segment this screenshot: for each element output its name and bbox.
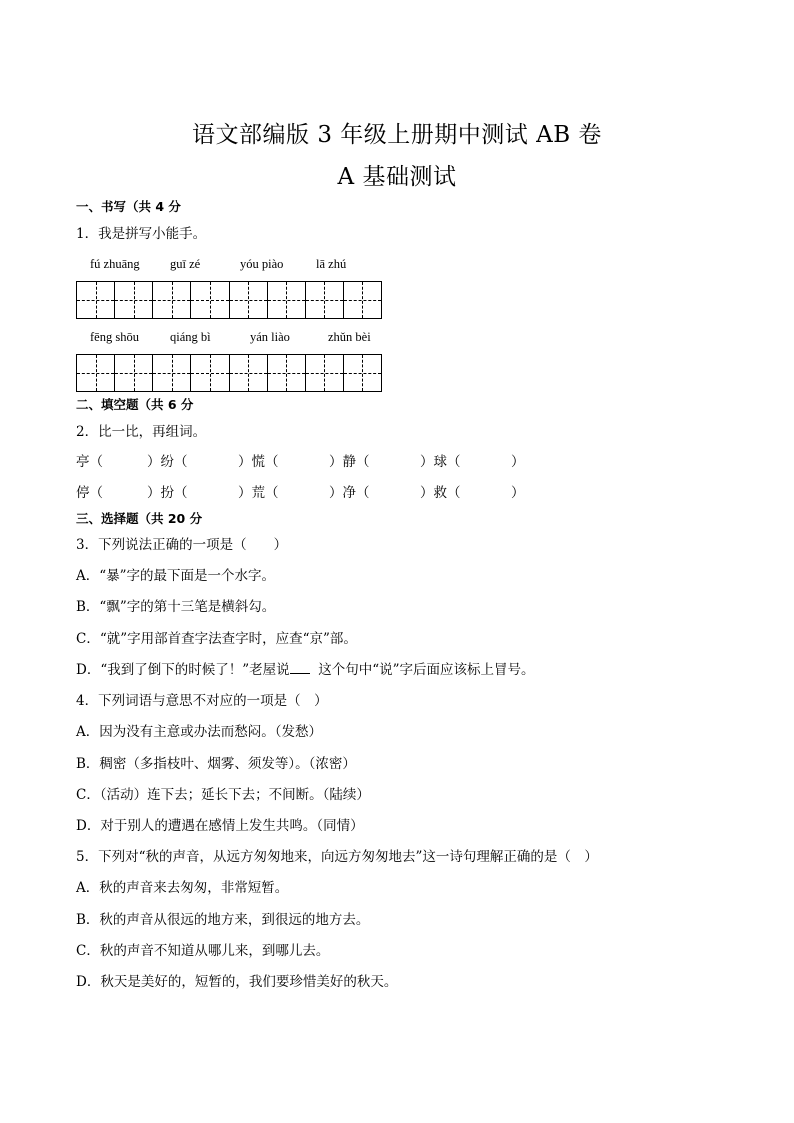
option-3b: B．“飘”字的第十三笔是横斜勾。 xyxy=(76,599,276,615)
option-5d: D．秋天是美好的，短暂的，我们要珍惜美好的秋天。 xyxy=(76,974,398,990)
writing-cell[interactable] xyxy=(230,355,268,391)
pinyin-label: zhǔn bèi xyxy=(328,330,371,344)
pinyin-label: yóu piào xyxy=(240,257,284,271)
writing-grid-row-2[interactable] xyxy=(76,354,382,392)
fill-item: ）救（ xyxy=(420,485,461,501)
option-4c: C．（活动）连下去；延长下去；不间断。（陆续） xyxy=(76,787,370,803)
question-5: 5．下列对“秋的声音，从远方匆匆地来，向远方匆匆地去”这一诗句理解正确的是（ ） xyxy=(76,849,598,865)
option-5c: C．秋的声音不知道从哪儿来，到哪儿去。 xyxy=(76,943,330,959)
pinyin-label: fēng shōu xyxy=(90,330,139,344)
question-3: 3．下列说法正确的一项是（ ） xyxy=(76,537,288,553)
fill-item: ）球（ xyxy=(420,454,461,470)
option-3a: A．“暴”字的最下面是一个水字。 xyxy=(76,568,276,584)
writing-cell[interactable] xyxy=(230,282,268,318)
section-heading-fill: 二、填空题（共 6 分 xyxy=(76,397,194,412)
option-4b: B．稠密（多指枝叶、烟雾、须发等）。（浓密） xyxy=(76,756,356,772)
writing-cell[interactable] xyxy=(115,355,153,391)
writing-cell[interactable] xyxy=(153,282,191,318)
writing-cell[interactable] xyxy=(77,355,115,391)
writing-cell[interactable] xyxy=(268,282,306,318)
pinyin-label: guī zé xyxy=(170,257,201,271)
fill-item: ）静（ xyxy=(329,454,370,470)
fill-item: ） xyxy=(511,485,525,501)
option-4d: D．对于别人的遭遇在感情上发生共鸣。（同情） xyxy=(76,818,364,834)
pinyin-label: yán liào xyxy=(250,330,290,344)
exam-subtitle: A 基础测试 xyxy=(337,164,457,190)
option-3d-text-end: 这个句中“说”字后面应该标上冒号。 xyxy=(318,662,535,678)
writing-cell[interactable] xyxy=(306,355,344,391)
pinyin-label: lā zhú xyxy=(316,257,347,271)
option-4a: A．因为没有主意或办法而愁闷。（发愁） xyxy=(76,724,322,740)
answer-blank[interactable] xyxy=(290,661,310,674)
writing-cell[interactable] xyxy=(344,355,381,391)
question-4: 4．下列词语与意思不对应的一项是（ ） xyxy=(76,693,328,709)
fill-item: ） xyxy=(511,454,525,470)
pinyin-label: qiáng bì xyxy=(170,330,211,344)
writing-cell[interactable] xyxy=(191,355,229,391)
writing-cell[interactable] xyxy=(306,282,344,318)
fill-item: ）荒（ xyxy=(238,485,279,501)
writing-cell[interactable] xyxy=(268,355,306,391)
option-5a: A．秋的声音来去匆匆，非常短暂。 xyxy=(76,880,289,896)
writing-cell[interactable] xyxy=(153,355,191,391)
fill-item: 停（ xyxy=(76,485,103,501)
option-3c: C．“就”字用部首查字法查字时，应查“京”部。 xyxy=(76,631,357,647)
fill-item: ）净（ xyxy=(329,485,370,501)
writing-cell[interactable] xyxy=(115,282,153,318)
option-5b: B．秋的声音从很远的地方来，到很远的地方去。 xyxy=(76,912,370,928)
fill-item: ）扮（ xyxy=(147,485,188,501)
writing-cell[interactable] xyxy=(77,282,115,318)
fill-item: ）纷（ xyxy=(147,454,188,470)
option-3d xyxy=(76,661,535,679)
fill-item: ）慌（ xyxy=(238,454,279,470)
exam-title: 语文部编版 3 年级上册期中测试 AB 卷 xyxy=(192,122,602,148)
writing-grid-row-1[interactable] xyxy=(76,281,382,319)
pinyin-label: fú zhuāng xyxy=(90,257,140,271)
fill-item: 亭（ xyxy=(76,454,103,470)
question-1: 1．我是拼写小能手。 xyxy=(76,226,207,242)
option-3d-text-start: D．“我到了倒下的时候了！”老屋说 xyxy=(76,662,290,678)
section-heading-writing: 一、书写（共 4 分 xyxy=(76,199,181,214)
writing-cell[interactable] xyxy=(344,282,381,318)
section-heading-choice: 三、选择题（共 20 分 xyxy=(76,511,203,526)
writing-cell[interactable] xyxy=(191,282,229,318)
question-2: 2．比一比，再组词。 xyxy=(76,424,207,440)
